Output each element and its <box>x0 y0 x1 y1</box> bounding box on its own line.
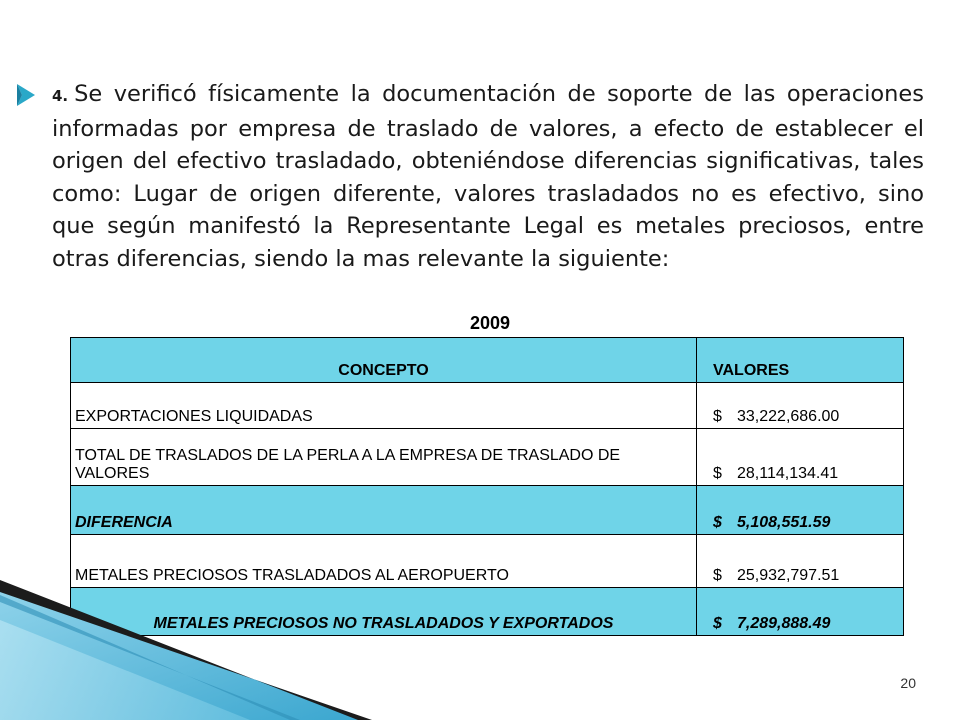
amount: 7,289,888.49 <box>737 615 831 632</box>
table-year-heading: 2009 <box>469 313 511 333</box>
paragraph-number: 4. <box>52 87 69 105</box>
row-concept: METALES PRECIOSOS TRASLADADOS AL AEROPUERTO <box>71 535 697 588</box>
decorative-swoosh <box>0 560 380 720</box>
table-row <box>71 383 904 429</box>
row-value <box>697 588 904 636</box>
amount: 5,108,551.59 <box>737 514 831 531</box>
header-concept: CONCEPTO <box>71 338 697 383</box>
body-paragraph <box>52 78 924 275</box>
amount: 28,114,134.41 <box>737 465 839 482</box>
amount: 33,222,686.00 <box>737 408 840 425</box>
currency-symbol: $ <box>713 465 722 482</box>
amount: 25,932,797.51 <box>737 567 840 584</box>
row-value <box>697 535 904 588</box>
currency-symbol: $ <box>713 514 722 531</box>
row-value <box>697 486 904 535</box>
row-concept: TOTAL DE TRASLADOS DE LA PERLA A LA EMPRESA DE TRASLADO DE VALORES <box>71 429 697 486</box>
row-concept: METALES PRECIOSOS NO TRASLADADOS Y EXPORTADOS <box>71 588 697 636</box>
header-values: VALORES <box>697 338 904 383</box>
currency-symbol: $ <box>713 615 722 632</box>
table-header-row <box>71 338 904 383</box>
chevron-bullet-icon <box>14 82 38 108</box>
row-concept: EXPORTACIONES LIQUIDADAS <box>71 383 697 429</box>
paragraph-text: Se verificó físicamente la documentación de soporte de las operaciones informadas por empresa de traslado de valores, a efecto de establecer el origen del efectivo trasladado, obteniéndose diferencias significativas, tales como: Lugar de origen diferente, valores trasladados no es efectivo, sino que según manifestó la Representante Legal es metales preciosos, entre otras diferencias, siendo la mas relevante la siguiente: <box>52 81 924 272</box>
table-row <box>71 429 904 486</box>
row-concept: DIFERENCIA <box>71 486 697 535</box>
currency-symbol: $ <box>713 567 722 584</box>
row-value <box>697 429 904 486</box>
page-number: 20 <box>900 675 916 691</box>
table-row-highlight <box>71 486 904 535</box>
row-value <box>697 383 904 429</box>
currency-symbol: $ <box>713 408 722 425</box>
